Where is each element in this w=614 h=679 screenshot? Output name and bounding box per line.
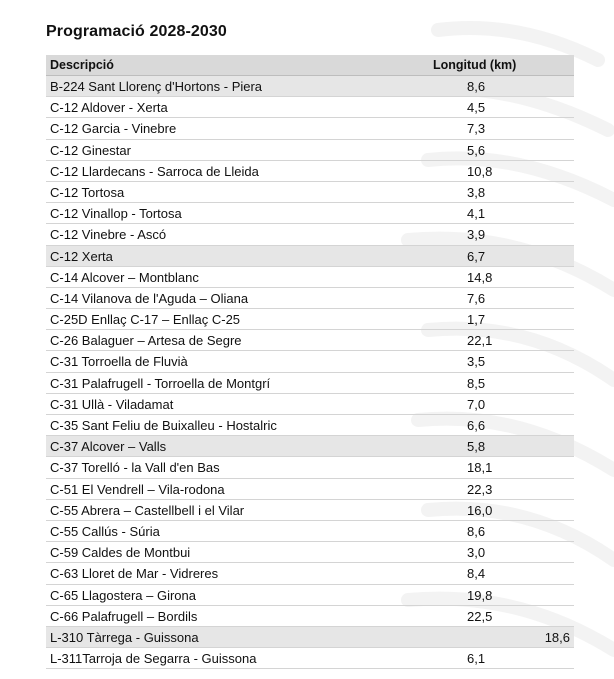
road-length: 22,3 (467, 481, 493, 497)
road-length: 8,5 (467, 375, 486, 391)
road-description: C-26 Balaguer – Artesa de Segre (50, 333, 242, 349)
road-description: C-14 Vilanova de l'Aguda – Oliana (50, 290, 249, 306)
road-description: C-14 Alcover – Montblanc (50, 269, 199, 285)
table-row (46, 246, 574, 267)
road-description: C-12 Aldover - Xerta (50, 100, 168, 116)
table-row (46, 330, 574, 351)
road-length: 19,8 (467, 587, 493, 603)
table-row (46, 415, 574, 436)
road-length: 22,5 (467, 608, 493, 624)
road-length: 3,9 (467, 227, 486, 243)
road-length: 6,1 (467, 651, 486, 667)
road-description: C-12 Vinallop - Tortosa (50, 206, 182, 222)
table-row (46, 479, 574, 500)
road-length-offset: 18,6 (544, 629, 570, 645)
road-description: C-31 Ullà - Viladamat (50, 396, 174, 412)
road-description: C-66 Palafrugell – Bordils (50, 608, 198, 624)
table-row (46, 161, 574, 182)
road-description: C-25D Enllaç C-17 – Enllaç C-25 (50, 312, 241, 328)
road-description: L-310 Tàrrega - Guissona (50, 629, 199, 645)
road-length: 10,8 (467, 163, 493, 179)
road-description: C-12 Garcia - Vinebre (50, 121, 177, 137)
table-row (46, 267, 574, 288)
table-row (46, 373, 574, 394)
table-row (46, 627, 574, 648)
road-description: C-12 Vinebre - Ascó (50, 227, 167, 243)
road-length: 14,8 (467, 269, 493, 285)
road-description: C-12 Ginestar (50, 142, 131, 158)
table-row (46, 457, 574, 478)
table-row (46, 288, 574, 309)
road-length: 7,6 (467, 290, 486, 306)
road-description: C-51 El Vendrell – Vila-rodona (50, 481, 225, 497)
table-row (46, 521, 574, 542)
road-length: 8,6 (467, 79, 486, 94)
table-row (46, 140, 574, 161)
table-row (46, 500, 574, 521)
road-description: C-31 Torroella de Fluvià (50, 354, 188, 370)
programming-table (46, 55, 574, 669)
road-description: C-55 Callús - Súria (50, 523, 160, 539)
road-length: 18,1 (467, 460, 493, 476)
road-length: 6,7 (467, 248, 486, 264)
road-length: 7,3 (467, 121, 486, 137)
road-length: 4,1 (467, 206, 486, 222)
road-description: C-35 Sant Feliu de Buixalleu - Hostalric (50, 418, 277, 433)
road-length: 3,5 (467, 354, 486, 370)
road-description: L-311Tarroja de Segarra - Guissona (50, 651, 257, 667)
road-description: C-37 Alcover – Valls (50, 439, 167, 455)
table-row (46, 76, 574, 97)
table-header (46, 55, 574, 76)
road-description: C-31 Palafrugell - Torroella de Montgrí (50, 375, 271, 391)
road-length: 5,8 (467, 439, 486, 455)
road-description: C-65 Llagostera – Girona (50, 587, 196, 603)
table-row (46, 542, 574, 563)
road-description: C-59 Caldes de Montbui (50, 545, 191, 561)
table-row (46, 224, 574, 245)
road-length: 6,6 (467, 418, 486, 433)
road-length: 3,0 (467, 545, 486, 561)
road-description: B-224 Sant Llorenç d'Hortons - Piera (50, 79, 263, 94)
road-description: C-63 Lloret de Mar - Vidreres (50, 566, 219, 582)
table-row (46, 648, 574, 669)
road-length: 7,0 (467, 396, 486, 412)
road-length: 1,7 (467, 312, 486, 328)
table-row (46, 351, 574, 372)
table-row (46, 309, 574, 330)
road-length: 4,5 (467, 100, 486, 116)
table-row (46, 97, 574, 118)
table-row (46, 182, 574, 203)
table-row (46, 436, 574, 457)
road-length: 5,6 (467, 142, 486, 158)
road-length: 3,8 (467, 184, 486, 200)
road-length: 8,6 (467, 523, 486, 539)
road-length: 16,0 (467, 502, 493, 518)
table-row (46, 394, 574, 415)
road-description: C-37 Torelló - la Vall d'en Bas (50, 460, 220, 476)
table-row (46, 118, 574, 139)
road-length: 8,4 (467, 566, 486, 582)
table-row (46, 563, 574, 584)
column-header-description: Descripció (50, 58, 114, 72)
table-body (46, 76, 574, 669)
road-description: C-12 Tortosa (50, 184, 125, 200)
column-header-length: Longitud (km) (433, 58, 517, 72)
table-row (46, 585, 574, 606)
road-description: C-12 Llardecans - Sarroca de Lleida (50, 163, 259, 179)
table-row (46, 203, 574, 224)
road-description: C-55 Abrera – Castellbell i el Vilar (50, 502, 245, 518)
road-length: 22,1 (467, 333, 493, 349)
page-title: Programació 2028-2030 (46, 23, 227, 40)
table-row (46, 606, 574, 627)
road-description: C-12 Xerta (50, 248, 113, 264)
